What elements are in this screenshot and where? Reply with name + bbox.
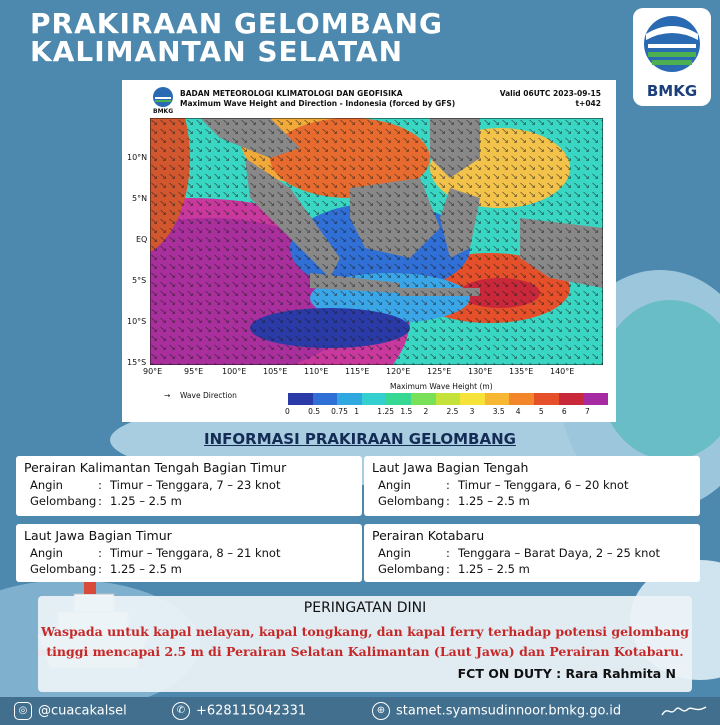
- warning-title: PERINGATAN DINI: [303, 600, 427, 616]
- colorbar-swatch: [386, 393, 411, 405]
- colorbar-tick: 4: [515, 407, 521, 416]
- fct-label: FCT ON DUTY :: [457, 666, 562, 681]
- title-line-2: KALIMANTAN SELATAN: [30, 35, 404, 68]
- wave-map-figure: [122, 80, 616, 422]
- forecaster-on-duty: [458, 666, 676, 681]
- lat-tick: 5°S: [132, 276, 147, 285]
- forecast-card: [16, 524, 362, 582]
- lon-tick: 105°E: [263, 367, 288, 376]
- colorbar-tick: 3: [469, 407, 475, 416]
- info-heading: INFORMASI PRAKIRAAN GELOMBANG: [204, 430, 516, 448]
- colorbar-swatch: [534, 393, 559, 405]
- lon-tick: 135°E: [509, 367, 534, 376]
- colorbar-tick: 2.5: [446, 407, 459, 416]
- lat-tick: 10°S: [127, 317, 147, 326]
- colorbar-tick: 0.75: [331, 407, 348, 416]
- colorbar-tick: 6: [561, 407, 567, 416]
- lat-tick: 10°N: [127, 153, 148, 162]
- colorbar: [288, 393, 608, 405]
- forecast-card: [364, 524, 700, 582]
- lon-tick: 130°E: [468, 367, 493, 376]
- lat-tick: 5°N: [132, 194, 148, 203]
- bmkg-logo-text: BMKG: [646, 82, 698, 100]
- wave-row: Gelombang : 1.25 – 2.5 m: [24, 494, 182, 508]
- colorbar-swatch: [313, 393, 338, 405]
- wind-label: Angin: [30, 546, 63, 560]
- colorbar-tick: 1.5: [400, 407, 413, 416]
- website-url: stamet.syamsudinnoor.bmkg.go.id: [396, 703, 622, 719]
- wave-label: Gelombang: [30, 494, 97, 508]
- wave-value: 1.25 – 2.5 m: [110, 562, 182, 576]
- website-link[interactable]: [372, 702, 621, 720]
- wind-row: Angin : Timur – Tenggara, 8 – 21 knot: [24, 546, 280, 560]
- whatsapp-icon: ✆: [172, 702, 190, 720]
- whatsapp-number: +628115042331: [196, 703, 307, 719]
- map-mini-logo-text: BMKG: [153, 108, 174, 115]
- wind-value: Tenggara – Barat Daya, 2 – 25 knot: [458, 546, 661, 560]
- early-warning-box: [38, 596, 692, 692]
- wave-row: Gelombang : 1.25 – 2.5 m: [372, 562, 530, 576]
- card-title: Perairan Kalimantan Tengah Bagian Timur: [24, 460, 287, 475]
- instagram-handle: @cuacakalsel: [38, 703, 127, 719]
- colorbar-swatch: [509, 393, 534, 405]
- colorbar-tick: 1.25: [377, 407, 394, 416]
- legend-arrow-icon: →: [164, 391, 171, 400]
- lat-tick: 15°S: [127, 358, 147, 367]
- bmkg-logo-icon: [642, 14, 702, 74]
- page-title: [30, 7, 443, 68]
- wave-label: Gelombang: [30, 562, 97, 576]
- wave-value: 1.25 – 2.5 m: [458, 562, 530, 576]
- wave-value: 1.25 – 2.5 m: [458, 494, 530, 508]
- wind-row: Angin : Timur – Tenggara, 7 – 23 knot: [24, 478, 280, 492]
- signature-mark: [660, 703, 708, 719]
- lon-tick: 90°E: [143, 367, 163, 376]
- wind-label: Angin: [378, 478, 411, 492]
- lon-tick: 95°E: [184, 367, 204, 376]
- footer-bar: [0, 697, 720, 725]
- colorbar-swatch: [411, 393, 436, 405]
- colorbar-swatch: [436, 393, 461, 405]
- bmkg-logo: [633, 8, 711, 106]
- wind-value: Timur – Tenggara, 7 – 23 knot: [110, 478, 281, 492]
- fct-name: Rara Rahmita N: [565, 666, 676, 681]
- wave-row: Gelombang : 1.25 – 2.5 m: [24, 562, 182, 576]
- wind-label: Angin: [30, 478, 63, 492]
- title-line-1: PRAKIRAAN GELOMBANG: [30, 7, 443, 40]
- card-title: Laut Jawa Bagian Tengah: [372, 460, 529, 475]
- wave-value: 1.25 – 2.5 m: [110, 494, 182, 508]
- colorbar-title: Maximum Wave Height (m): [390, 382, 493, 391]
- warning-text: [38, 622, 692, 662]
- colorbar-swatch: [559, 393, 584, 405]
- wave-row: Gelombang : 1.25 – 2.5 m: [372, 494, 530, 508]
- warning-line-1: Waspada untuk kapal nelayan, kapal tongkang, dan kapal ferry terhadap potensi gelombang: [40, 624, 690, 639]
- lon-tick: 100°E: [222, 367, 247, 376]
- lon-tick: 120°E: [386, 367, 411, 376]
- wind-value: Timur – Tenggara, 8 – 21 knot: [110, 546, 281, 560]
- map-valid-time: Valid 06UTC 2023-09-15: [499, 89, 601, 98]
- colorbar-swatch: [583, 393, 608, 405]
- lon-tick: 115°E: [345, 367, 370, 376]
- wave-height-map: [150, 118, 603, 365]
- lon-tick: 125°E: [427, 367, 452, 376]
- colorbar-swatch: [337, 393, 362, 405]
- wave-label: Gelombang: [378, 562, 445, 576]
- warning-line-2: tinggi mencapai 2.5 m di Perairan Selatan Kalimantan (Laut Jawa) dan Perairan Kotabaru.: [46, 644, 684, 659]
- globe-icon: ⊕: [372, 702, 390, 720]
- colorbar-tick: 0: [285, 407, 290, 416]
- colorbar-tick: 3.5: [492, 407, 505, 416]
- map-timestep: t+042: [575, 99, 601, 108]
- map-subtitle: Maximum Wave Height and Direction - Indonesia (forced by GFS): [180, 99, 456, 108]
- colorbar-swatch: [460, 393, 485, 405]
- wave-label: Gelombang: [378, 494, 445, 508]
- colorbar-swatch: [362, 393, 387, 405]
- lon-tick: 110°E: [304, 367, 329, 376]
- wind-row: Angin : Timur – Tenggara, 6 – 20 knot: [372, 478, 628, 492]
- map-agency-label: BADAN METEOROLOGI KLIMATOLOGI DAN GEOFISIKA: [180, 89, 403, 98]
- colorbar-tick: 1: [354, 407, 359, 416]
- wind-value: Timur – Tenggara, 6 – 20 knot: [458, 478, 629, 492]
- colorbar-tick: 5: [538, 407, 544, 416]
- colorbar-tick: 7: [585, 407, 590, 416]
- bmkg-mini-logo-icon: [152, 86, 174, 108]
- forecast-card: [364, 456, 700, 516]
- colorbar-tick: 0.5: [308, 407, 320, 416]
- wind-row: Angin : Tenggara – Barat Daya, 2 – 25 knot: [372, 546, 660, 560]
- colorbar-tick: 2: [423, 407, 429, 416]
- instagram-link[interactable]: [14, 702, 127, 720]
- lat-tick: EQ: [136, 235, 148, 244]
- instagram-icon: ◎: [14, 702, 32, 720]
- lon-tick: 140°E: [550, 367, 575, 376]
- colorbar-swatch: [288, 393, 313, 405]
- colorbar-swatch: [485, 393, 510, 405]
- wind-label: Angin: [378, 546, 411, 560]
- card-title: Laut Jawa Bagian Timur: [24, 528, 172, 543]
- forecast-card: [16, 456, 362, 516]
- legend-wave-direction: Wave Direction: [180, 391, 237, 400]
- whatsapp-link[interactable]: [172, 702, 306, 720]
- card-title: Perairan Kotabaru: [372, 528, 485, 543]
